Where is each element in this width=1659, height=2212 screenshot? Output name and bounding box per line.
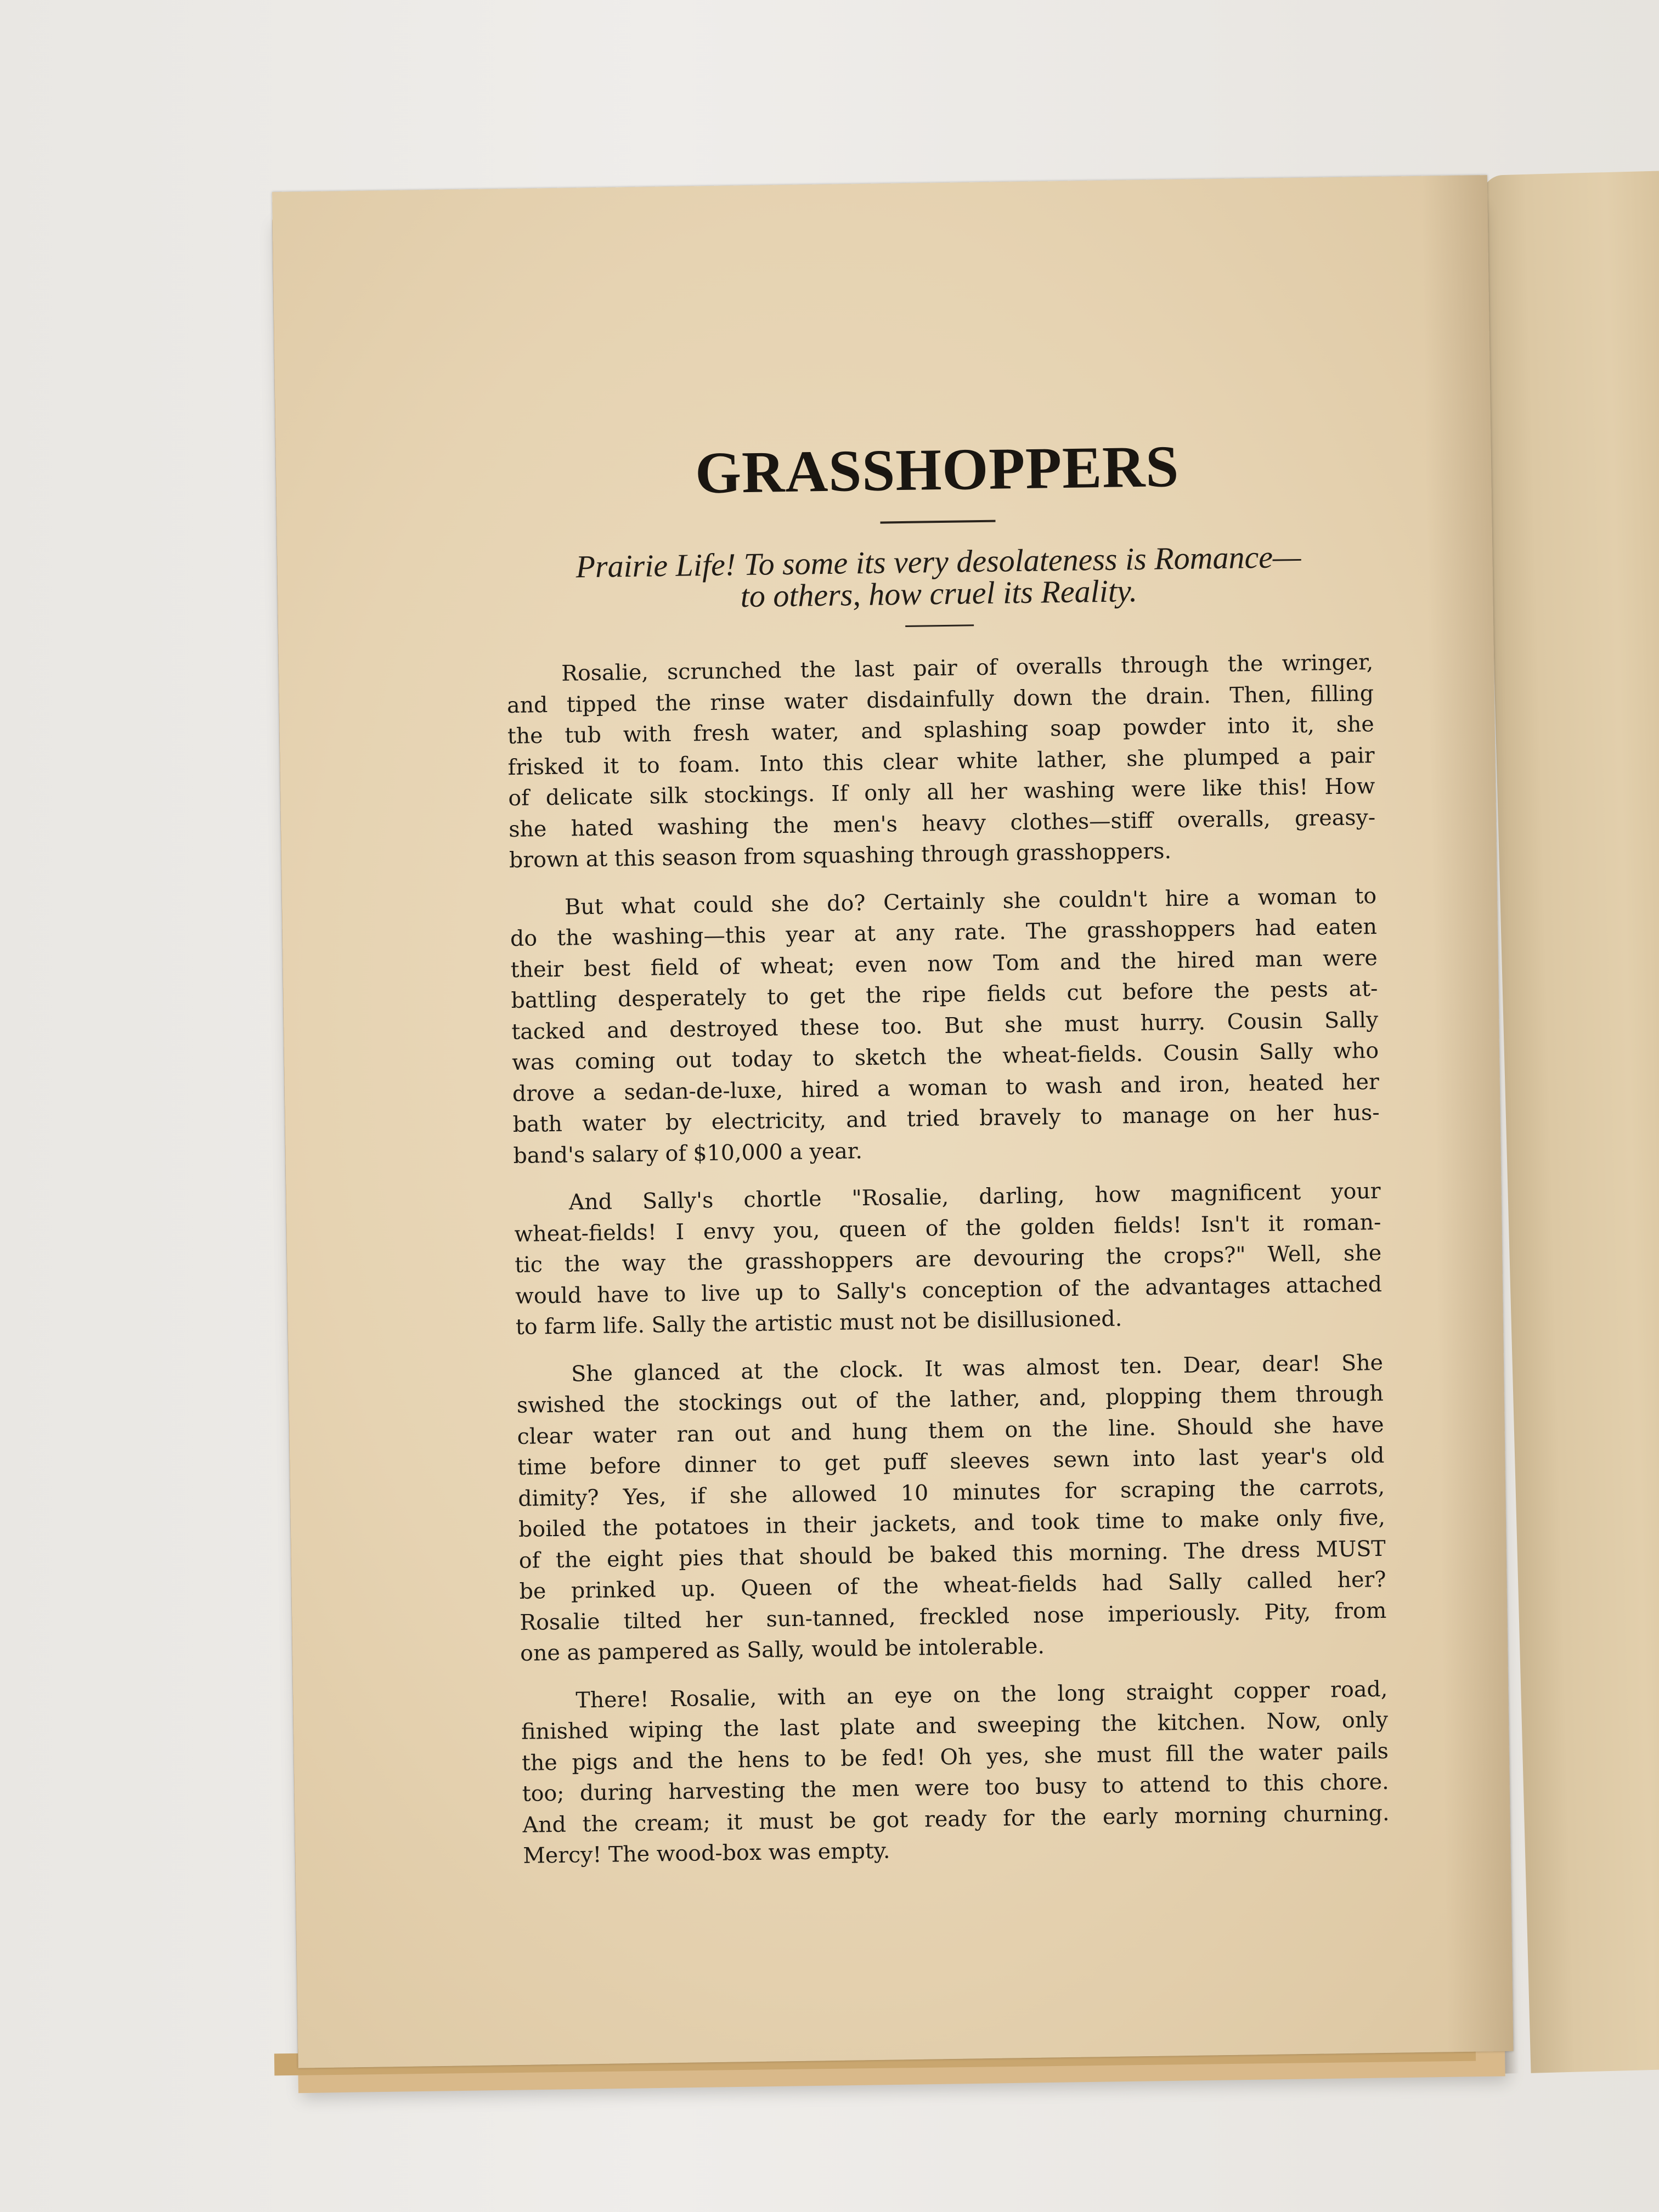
text-line: was coming out today to sketch the wheat-fields. Cousin Sally who — [511, 1037, 1379, 1076]
text-line: Rosalie, scrunched the last pair of overalls through the wringer, — [561, 650, 1374, 686]
paragraph — [521, 1673, 1390, 1871]
text-line: Rosalie tilted her sun-tanned, freckled nose imperiously. Pity, from — [520, 1598, 1387, 1635]
paragraph — [514, 1176, 1383, 1343]
page-content — [504, 435, 1391, 1888]
text-line: of delicate silk stockings. If only all her washing were like this! How — [508, 774, 1375, 811]
text-line: And Sally's chortle "Rosalie, darling, how magnificent your — [568, 1178, 1381, 1215]
text-line: drove a sedan-de-luxe, hired a woman to wash and iron, heated her — [512, 1069, 1380, 1107]
story-body — [506, 647, 1390, 1871]
text-line: clear water ran out and hung them on the line. Should she have — [517, 1412, 1384, 1449]
title-rule — [880, 520, 995, 524]
text-line: she hated washing the men's heavy clothes—stiff overalls, greasy- — [508, 804, 1376, 842]
text-line: brown at this season from squashing through grasshoppers. — [509, 838, 1172, 873]
epigraph-rule — [905, 624, 974, 627]
text-line: be prinked up. Queen of the wheat-fields had Sally called her? — [519, 1566, 1386, 1604]
text-line: tacked and destroyed these too. But she must hurry. Cousin Sally — [511, 1007, 1379, 1045]
epigraph-line: Prairie Life! To some its very desolateness is Romance— — [575, 538, 1301, 585]
text-line: bath water by electricity, and tried bravely to manage on her hus- — [512, 1099, 1380, 1138]
story-title: GRASSHOPPERS — [695, 433, 1180, 506]
paragraph — [516, 1347, 1387, 1669]
text-line: time before dinner to get puff sleeves sewn into last year's old — [517, 1442, 1385, 1480]
text-line: Mercy! The wood-box was empty. — [523, 1838, 890, 1869]
text-line: the tub with fresh water, and splashing soap powder into it, she — [507, 712, 1375, 749]
text-line: and tipped the rinse water disdainfully down the drain. Then, filling — [506, 680, 1374, 718]
text-line: would have to live up to Sally's conception of the advantages attached — [515, 1271, 1383, 1309]
text-line: wheat-fields! I envy you, queen of the golden fields! Isn't it roman- — [514, 1209, 1381, 1247]
text-line: tic the way the grasshoppers are devouring the crops?" Well, she — [515, 1240, 1382, 1278]
text-line: frisked it to foam. Into this clear white lather, she plumped a pair — [507, 742, 1375, 780]
epigraph-line: to others, how cruel its Reality. — [740, 573, 1138, 614]
text-line: the pigs and the hens to be fed! Oh yes, she must fill the water pails — [521, 1738, 1389, 1776]
text-line: one as pampered as Sally, would be intolerable. — [520, 1633, 1045, 1666]
text-line: of the eight pies that should be baked this morning. The dress MUST — [518, 1536, 1386, 1573]
epigraph — [505, 540, 1372, 616]
text-line: band's salary of $10,000 a year. — [513, 1138, 863, 1169]
text-line: There! Rosalie, with an eye on the long straight copper road, — [575, 1676, 1388, 1713]
text-line: do the washing—this year at any rate. The grasshoppers had eaten — [510, 914, 1378, 952]
text-line: swished the stockings out of the lather, and, plopping them through — [516, 1380, 1384, 1418]
book-page — [272, 175, 1514, 2068]
text-line: dimity? Yes, if she allowed 10 minutes for scraping the carrots, — [517, 1474, 1385, 1511]
text-line: finished wiping the last plate and sweeping the kitchen. Now, only — [521, 1707, 1389, 1745]
text-line: boiled the potatoes in their jackets, and took time to make only five, — [518, 1504, 1386, 1542]
text-line: too; during harvesting the men were too busy to attend to this chore. — [522, 1769, 1389, 1807]
paragraph — [506, 647, 1376, 876]
paragraph — [510, 881, 1380, 1172]
text-line: to farm life. Sally the artistic must not be disillusioned. — [515, 1306, 1122, 1340]
text-line: battling desperately to get the ripe fields cut before the pests at- — [511, 976, 1378, 1014]
text-line: And the cream; it must be got ready for the early morning churning. — [522, 1800, 1390, 1838]
text-line: their best field of wheat; even now Tom and the hired man were — [510, 945, 1378, 983]
text-line: But what could she do? Certainly she couldn't hire a woman to — [564, 883, 1377, 920]
text-line: She glanced at the clock. It was almost ten. Dear, dear! She — [571, 1350, 1384, 1387]
